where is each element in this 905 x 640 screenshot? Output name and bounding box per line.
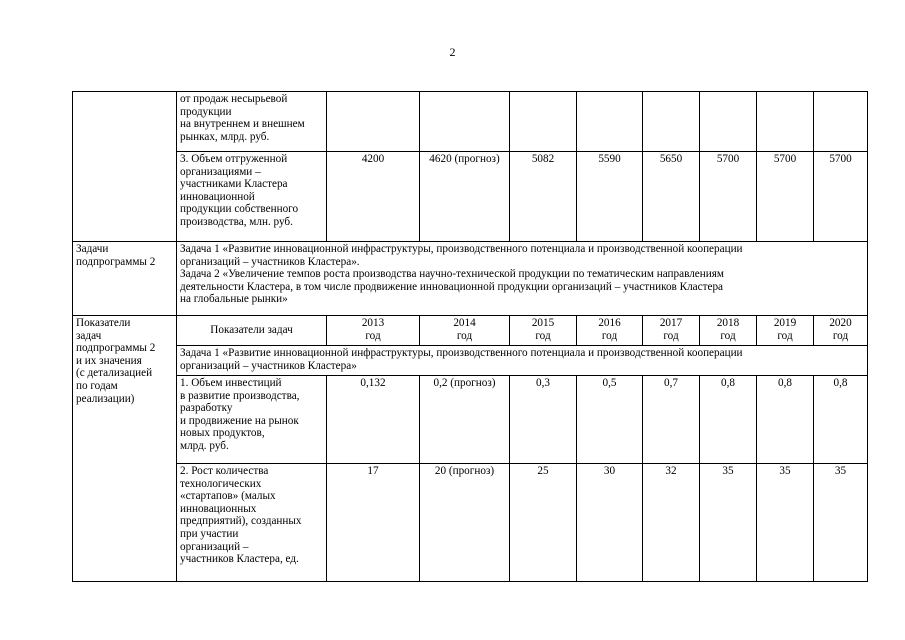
value-cell: 35: [757, 464, 814, 582]
value-cell: 0,5: [577, 376, 643, 464]
year-header: 2017 год: [643, 316, 700, 346]
value-cell: 5590: [577, 152, 643, 242]
table-header-row: [73, 316, 868, 346]
indicators-header-label: Показатели задач: [177, 316, 327, 346]
value-cell: 5650: [643, 152, 700, 242]
value-cell: 5700: [814, 152, 868, 242]
table-row: [73, 152, 868, 242]
value-cell: 25: [510, 464, 577, 582]
value-cell: 4620 (прогноз): [420, 152, 510, 242]
value-cell: 20 (прогноз): [420, 464, 510, 582]
value-cell: 4200: [327, 152, 420, 242]
value-cell: 5082: [510, 152, 577, 242]
task-1-text: Задача 1 «Развитие инновационной инфраструктуры, производственного потенциала и производственной кооперации организаций – участников Кластера»: [177, 346, 868, 376]
indicator-description: от продаж несырьевой продукции на внутреннем и внешнем рынках, млрд. руб.: [177, 92, 327, 152]
table-row: [73, 346, 868, 376]
indicator-description: 2. Рост количества технологических «стартапов» (малых инновационных предприятий), созданных при участии организаций – участников Кластера, ед.: [177, 464, 327, 582]
table-row: [73, 92, 868, 152]
value-cell: 0,7: [643, 376, 700, 464]
tasks-text: Задача 1 «Развитие инновационной инфраструктуры, производственного потенциала и производственной кооперации организаций – участников Кластера». Задача 2 «Увеличение темпов роста производства научно-технической продукции по тематическим направлениям деятельности Кластера, в том числе продвижение инновационной продукции организаций – участников Кластера на глобальные рынки»: [177, 242, 868, 316]
indicator-description: 3. Объем отгруженной организациями – участниками Кластера инновационной продукции собственного производства, млн. руб.: [177, 152, 327, 242]
year-header: 2018 год: [700, 316, 757, 346]
subprogram-table: [72, 91, 868, 582]
value-cell: 17: [327, 464, 420, 582]
year-header: 2013 год: [327, 316, 420, 346]
value-cell: 5700: [757, 152, 814, 242]
year-header: 2015 год: [510, 316, 577, 346]
year-header: 2014 год: [420, 316, 510, 346]
empty-label-cell: [73, 92, 177, 242]
value-cell: 35: [814, 464, 868, 582]
value-cell: 0,8: [814, 376, 868, 464]
value-cell: 5700: [700, 152, 757, 242]
table-row: [73, 242, 868, 316]
value-cell: 35: [700, 464, 757, 582]
value-cell: 0,2 (прогноз): [420, 376, 510, 464]
year-header: 2019 год: [757, 316, 814, 346]
value-cell: 0,8: [700, 376, 757, 464]
table-row: [73, 376, 868, 464]
page-number: 2: [449, 45, 456, 59]
indicator-description: 1. Объем инвестиций в развитие производства, разработку и продвижение на рынок новых продуктов, млрд. руб.: [177, 376, 327, 464]
value-cell: 0,3: [510, 376, 577, 464]
value-cell: 30: [577, 464, 643, 582]
table-row: [73, 464, 868, 582]
value-cell: 0,132: [327, 376, 420, 464]
value-cell: 0,8: [757, 376, 814, 464]
year-header: 2020 год: [814, 316, 868, 346]
year-header: 2016 год: [577, 316, 643, 346]
tasks-label: Задачи подпрограммы 2: [73, 242, 177, 316]
value-cell: 32: [643, 464, 700, 582]
indicators-label: Показатели задач подпрограммы 2 и их значения (с детализацией по годам реализации): [73, 316, 177, 582]
